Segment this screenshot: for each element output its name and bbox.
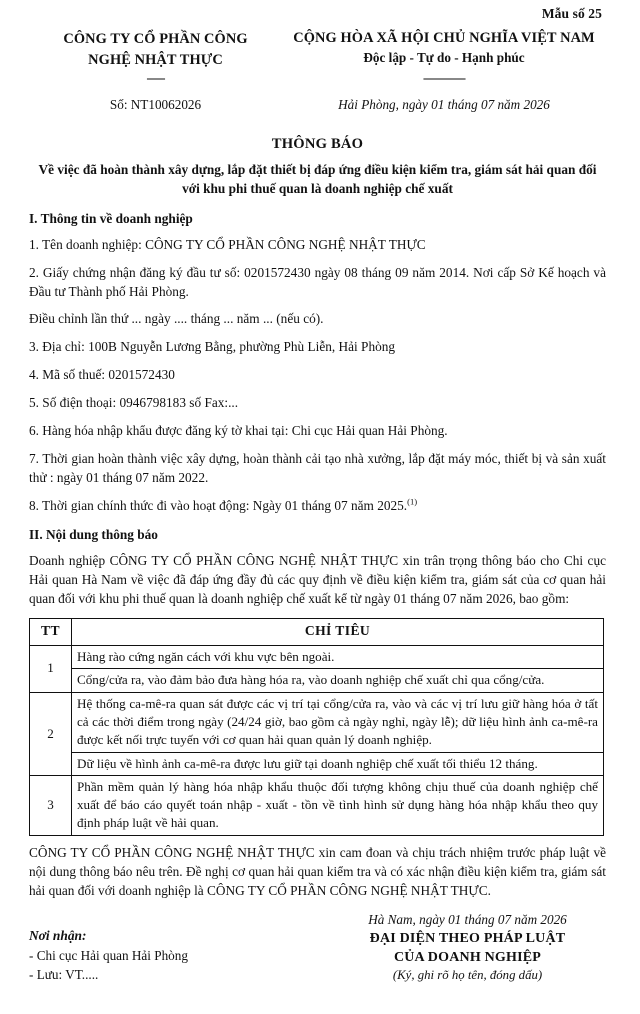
organization-name-line2: NGHỆ NHẬT THỰC	[88, 51, 223, 68]
recipient-item: - Chi cục Hải quan Hải Phòng	[29, 947, 188, 963]
letterhead-organization	[29, 29, 282, 84]
section-1-item-4: 4. Mã số thuế: 0201572430	[29, 367, 175, 383]
table-row	[30, 693, 604, 752]
section-1-item-1: 1. Tên doanh nghiệp: CÔNG TY CỔ PHẦN CÔNG NGHỆ NHẬT THỰC	[29, 236, 426, 252]
recipients-block	[29, 911, 329, 984]
signature-date: Hà Nam, ngày 01 tháng 07 năm 2026	[368, 912, 567, 928]
letterhead	[29, 29, 606, 84]
letterhead-national	[282, 29, 606, 84]
signature-role-line1: ĐẠI DIỆN THEO PHÁP LUẬT	[369, 930, 566, 946]
section-1-heading: I. Thông tin về doanh nghiệp	[29, 210, 193, 226]
organization-name-line1: CÔNG TY CỔ PHẦN CÔNG	[63, 31, 248, 48]
national-divider: --------------	[423, 70, 465, 85]
document-subtitle-line1: Về việc đã hoàn thành xây dựng, lắp đặt thiết bị đáp ứng điều kiện kiểm tra, giám sát hải quan	[38, 162, 576, 178]
table-row	[30, 776, 604, 835]
document-subtitle	[35, 161, 600, 199]
national-title: CỘNG HÒA XÃ HỘI CHỦ NGHĨA VIỆT NAM	[293, 30, 595, 47]
signature-block	[329, 911, 606, 983]
national-motto: Độc lập - Tự do - Hạnh phúc	[363, 49, 525, 65]
table-cell-tt: 3	[30, 776, 72, 835]
table-row	[30, 669, 604, 693]
section-1-item-5: 5. Số điện thoại: 0946798183 số Fax:...	[29, 395, 239, 411]
closing-paragraph: CÔNG TY CỔ PHẦN CÔNG NGHỆ NHẬT THỰC xin cam đoan và chịu trách nhiệm trước pháp luật về nội dung thông báo nêu trên. Đề nghị cơ quan hải quan kiểm tra và có xác nhận điều kiện kiểm tra, giám sát hải quan đối với doanh nghiệp là CÔNG TY CỔ PHẦN CÔNG NGHỆ NHẬT THỰC.	[29, 844, 606, 898]
document-meta-row	[29, 97, 606, 113]
signature-note: (Ký, ghi rõ họ tên, đóng dấu)	[392, 967, 543, 982]
section-1-item-7: 7. Thời gian hoàn thành việc xây dựng, hoàn thành cải tạo nhà xưởng, lắp đặt máy móc, thiết bị và sản xuất thử : ngày 01 tháng 07 năm 2022.	[29, 450, 606, 485]
signature-role-line2: CỦA DOANH NGHIỆP	[393, 949, 542, 965]
table-cell-criteria: Hệ thống ca-mê-ra quan sát được các vị trí tại cổng/cửa ra, vào và các vị trí lưu giữ hàng hóa ở tất cả các thời điểm trong ngày (24/24 giờ, bao gồm cả ngày nghỉ, ngày lễ); dữ liệu hình ảnh ca-mê-ra được kết nối trực tuyến với cơ quan hải quan quản lý doanh nghiệp.	[72, 693, 604, 752]
footnote-marker: (1)	[407, 496, 418, 507]
table-row	[30, 645, 604, 669]
section-1-item-6: 6. Hàng hóa nhập khẩu được đăng ký tờ khai tại: Chi cục Hải quan Hải Phòng.	[29, 422, 448, 438]
table-cell-tt: 2	[30, 693, 72, 776]
table-cell-criteria: Hàng rào cứng ngăn cách với khu vực bên ngoài.	[72, 645, 604, 669]
recipient-item: - Lưu: VT.....	[29, 966, 99, 982]
table-row	[30, 752, 604, 776]
section-1-item-3: 3. Địa chỉ: 100B Nguyễn Lương Bằng, phường Phù Liễn, Hải Phòng	[29, 339, 396, 355]
section-1-item-adjust: Điều chỉnh lần thứ ... ngày .... tháng ... năm ... (nếu có).	[29, 311, 324, 327]
document-subtitle-line2: đối với khu phi thuế quan là doanh nghiệp chế xuất	[182, 162, 597, 196]
table-header-row	[30, 619, 604, 645]
table-header-criteria: CHỈ TIÊU	[72, 619, 604, 645]
table-header-tt: TT	[30, 619, 72, 645]
table-cell-tt: 1	[30, 645, 72, 693]
section-1-item-8-text: 8. Thời gian chính thức đi vào hoạt động: Ngày 01 tháng 07 năm 2025.	[29, 497, 408, 513]
form-number: Mẫu số 25	[541, 6, 602, 21]
document-title: THÔNG BÁO	[271, 136, 364, 153]
organization-divider: ------	[146, 71, 165, 86]
section-2-intro: Doanh nghiệp CÔNG TY CỔ PHẦN CÔNG NGHỆ NHẬT THỰC xin trân trọng thông báo cho Chi cục Hải quan Hà Nam về việc đã đáp ứng đầy đủ các quy định về điều kiện kiểm tra, giám sát của cơ quan hải quan đối với khu phi thuế quan là doanh nghiệp chế xuất kể từ ngày 01 tháng 07 năm 2026, bao gồm:	[29, 553, 606, 607]
section-2-heading: II. Nội dung thông báo	[29, 527, 158, 543]
recipients-title: Nơi nhận:	[29, 928, 87, 944]
place-and-date: Hải Phòng, ngày 01 tháng 07 năm 2026	[338, 97, 550, 113]
table-cell-criteria: Cổng/cửa ra, vào đảm bảo đưa hàng hóa ra, vào doanh nghiệp chế xuất chỉ qua cổng/cửa.	[72, 669, 604, 693]
section-1-item-2: 2. Giấy chứng nhận đăng ký đầu tư số: 0201572430 ngày 08 tháng 09 năm 2014. Nơi cấp Sở Kế hoạch và Đầu tư Thành phố Hải Phòng.	[29, 264, 606, 299]
section-1-item-8	[29, 497, 606, 516]
document-number: Số: NT10062026	[109, 97, 202, 113]
table-cell-criteria: Phần mềm quản lý hàng hóa nhập khẩu thuộc đối tượng không chịu thuế của doanh nghiệp chế xuất để báo cáo quyết toán nhập - xuất - tồn về tình hình sử dụng hàng hóa nhập khẩu theo quy định pháp luật về hải quan.	[72, 776, 604, 835]
criteria-table	[29, 618, 604, 836]
signature-section	[29, 911, 606, 984]
table-cell-criteria: Dữ liệu về hình ảnh ca-mê-ra được lưu giữ tại doanh nghiệp chế xuất tối thiểu 12 tháng.	[72, 752, 604, 776]
